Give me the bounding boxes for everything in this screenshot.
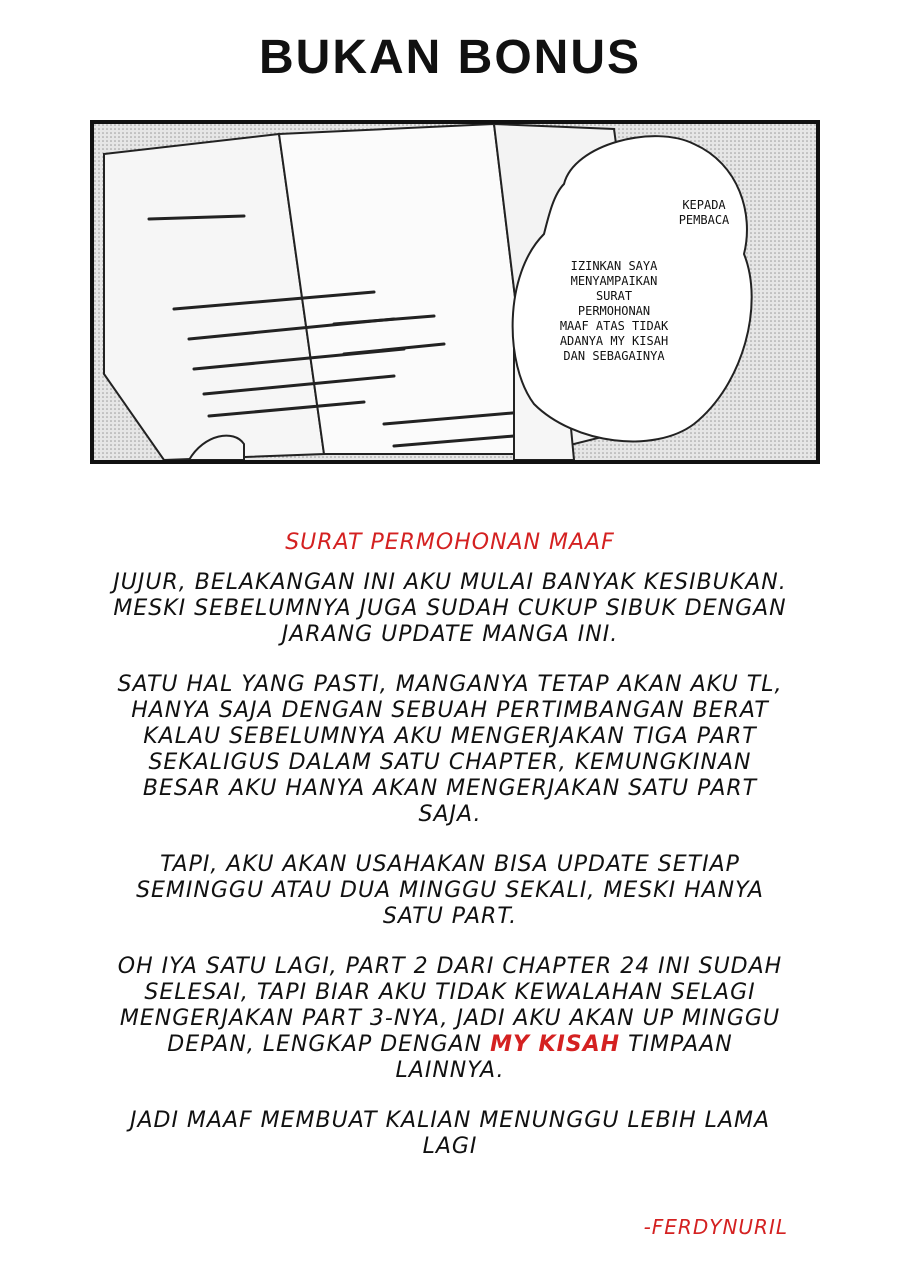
apology-letter	[110, 530, 790, 1184]
letter-paragraph-4	[110, 954, 790, 1084]
bubble-greeting: KEPADA PEMBACA	[678, 198, 730, 227]
signature: -FERDYNURIL	[643, 1215, 788, 1239]
letter-paragraph-1: JUJUR, BELAKANGAN INI AKU MULAI BANYAK KESIBUKAN. MESKI SEBELUMNYA JUGA SUDAH CUKUP SIBUK DENGAN JARANG UPDATE MANGA INI.	[113, 570, 787, 647]
letter-heading: SURAT PERMOHONAN MAAF	[285, 530, 615, 555]
letter-paragraph-5: JADI MAAF MEMBUAT KALIAN MENUNGGU LEBIH LAMA LAGI	[129, 1108, 771, 1159]
page-title: BUKAN BONUS	[259, 31, 641, 84]
letter-illustration	[94, 124, 816, 460]
letter-paragraph-2: SATU HAL YANG PASTI, MANGANYA TETAP AKAN AKU TL, HANYA SAJA DENGAN SEBUAH PERTIMBANGAN BERAT KALAU SEBELUMNYA AKU MENGERJAKAN TIGA PART SEKALIGUS DALAM SATU CHAPTER, KEMUNGKINAN BESAR AKU HANYA AKAN MENGERJAKAN SATU PART SAJA.	[117, 672, 783, 827]
letter-paragraph-3: TAPI, AKU AKAN USAHAKAN BISA UPDATE SETIAP SEMINGGU ATAU DUA MINGGU SEKALI, MESKI HANYA SATU PART.	[136, 852, 764, 929]
manga-panel	[90, 120, 820, 464]
my-kisah-highlight: MY KISAH	[490, 1032, 621, 1057]
paragraph-4-text: OH IYA SATU LAGI, PART 2 DARI CHAPTER 24 INI SUDAH SELESAI, TAPI BIAR AKU TIDAK KEWALAHAN SELAGI MENGERJAKAN PART 3-NYA, JADI AKU AKAN UP MINGGU DEPAN, LENGKAP DENGAN	[117, 954, 783, 1057]
bubble-message: IZINKAN SAYA MENYAMPAIKAN SURAT PERMOHONAN MAAF ATAS TIDAK ADANYA MY KISAH DAN SEBAGAINYA	[559, 259, 669, 363]
paragraph-4-end: TIMPAAN LAINNYA.	[395, 1032, 733, 1083]
